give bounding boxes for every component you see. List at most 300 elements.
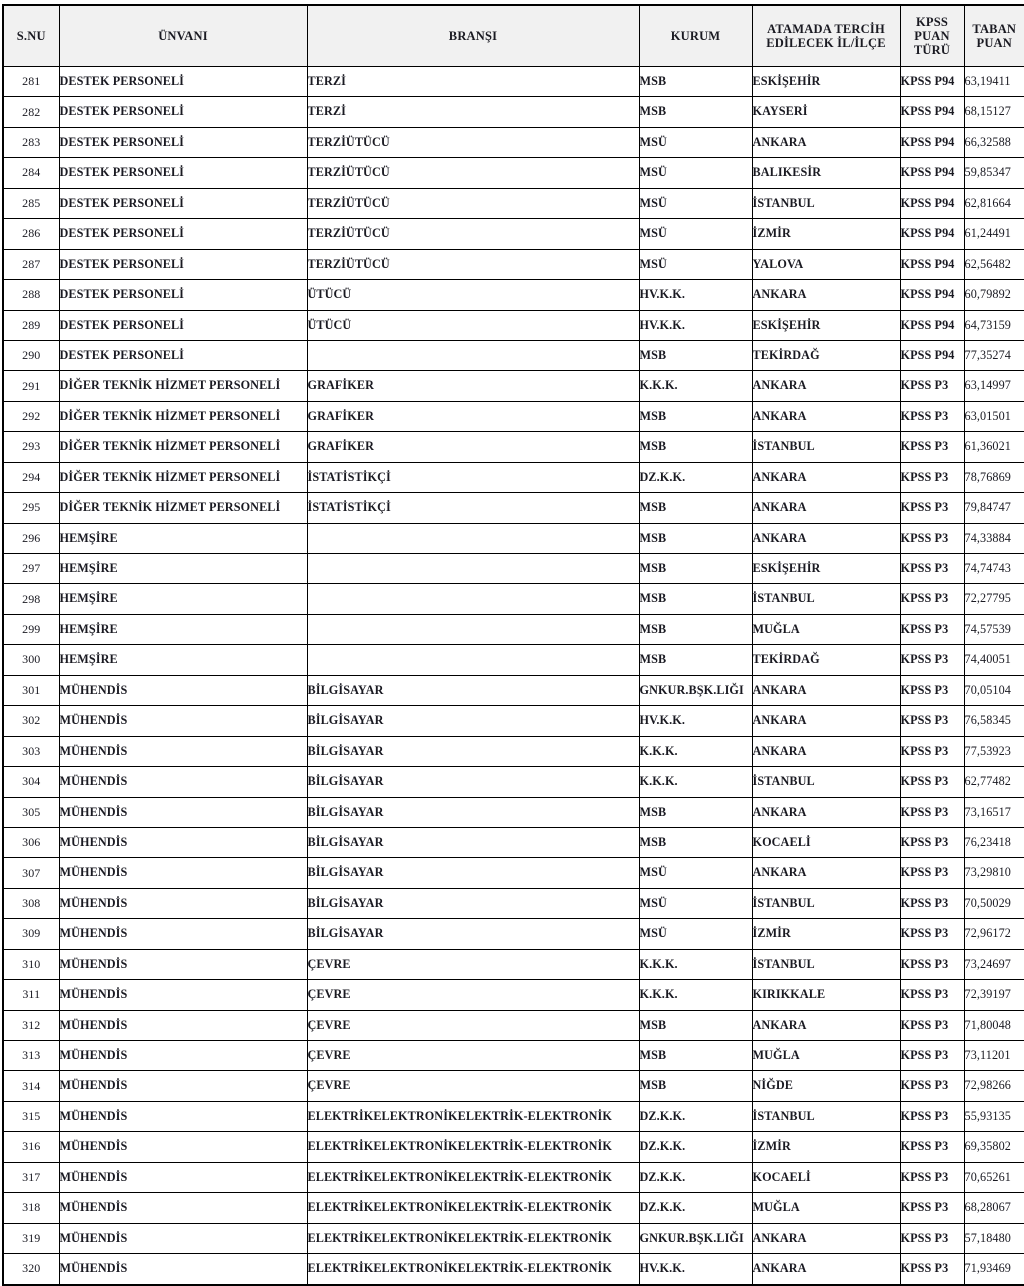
- table-row: [3, 1010, 1024, 1040]
- cell-il: İSTANBUL: [752, 767, 900, 797]
- cell-sn: 294: [3, 462, 59, 492]
- cell-il: İSTANBUL: [752, 432, 900, 462]
- cell-sn: 309: [3, 919, 59, 949]
- cell-kpss: KPSS P94: [900, 188, 964, 218]
- cell-unvani: MÜHENDİS: [59, 1162, 307, 1192]
- table-row: [3, 280, 1024, 310]
- cell-bransi: ÇEVRE: [307, 980, 639, 1010]
- cell-sn: 307: [3, 858, 59, 888]
- cell-puan: 76,58345: [964, 706, 1024, 736]
- cell-il: ESKİŞEHİR: [752, 554, 900, 584]
- cell-puan: 72,39197: [964, 980, 1024, 1010]
- cell-bransi: [307, 584, 639, 614]
- cell-sn: 290: [3, 340, 59, 370]
- cell-il: ANKARA: [752, 401, 900, 431]
- cell-sn: 287: [3, 249, 59, 279]
- cell-kurum: HV.K.K.: [639, 706, 752, 736]
- cell-kurum: MSB: [639, 554, 752, 584]
- cell-il: BALIKESİR: [752, 158, 900, 188]
- cell-sn: 281: [3, 67, 59, 97]
- cell-il: ANKARA: [752, 493, 900, 523]
- cell-kpss: KPSS P3: [900, 554, 964, 584]
- cell-il: ANKARA: [752, 1223, 900, 1253]
- cell-unvani: DESTEK PERSONELİ: [59, 97, 307, 127]
- cell-bransi: TERZİ: [307, 97, 639, 127]
- cell-sn: 299: [3, 614, 59, 644]
- cell-puan: 74,74743: [964, 554, 1024, 584]
- table-row: [3, 340, 1024, 370]
- cell-bransi: [307, 523, 639, 553]
- cell-unvani: HEMŞİRE: [59, 645, 307, 675]
- cell-sn: 317: [3, 1162, 59, 1192]
- cell-unvani: DİĞER TEKNİK HİZMET PERSONELİ: [59, 371, 307, 401]
- cell-sn: 285: [3, 188, 59, 218]
- cell-unvani: MÜHENDİS: [59, 888, 307, 918]
- cell-sn: 293: [3, 432, 59, 462]
- cell-sn: 288: [3, 280, 59, 310]
- cell-il: KOCAELİ: [752, 1162, 900, 1192]
- table-row: [3, 249, 1024, 279]
- cell-kurum: MSÜ: [639, 219, 752, 249]
- cell-sn: 291: [3, 371, 59, 401]
- cell-kurum: MSÜ: [639, 888, 752, 918]
- table-row: [3, 797, 1024, 827]
- cell-kpss: KPSS P94: [900, 127, 964, 157]
- cell-unvani: DİĞER TEKNİK HİZMET PERSONELİ: [59, 432, 307, 462]
- cell-unvani: MÜHENDİS: [59, 706, 307, 736]
- cell-bransi: BİLGİSAYAR: [307, 797, 639, 827]
- cell-bransi: BİLGİSAYAR: [307, 888, 639, 918]
- table-row: [3, 127, 1024, 157]
- cell-puan: 72,27795: [964, 584, 1024, 614]
- cell-bransi: TERZİÜTÜCÜ: [307, 127, 639, 157]
- cell-kurum: K.K.K.: [639, 736, 752, 766]
- cell-puan: 70,05104: [964, 675, 1024, 705]
- column-header-bransi: BRANŞI: [307, 5, 639, 67]
- cell-kurum: DZ.K.K.: [639, 1162, 752, 1192]
- cell-kurum: K.K.K.: [639, 949, 752, 979]
- cell-il: ANKARA: [752, 675, 900, 705]
- cell-il: ANKARA: [752, 736, 900, 766]
- cell-bransi: TERZİÜTÜCÜ: [307, 249, 639, 279]
- cell-unvani: DESTEK PERSONELİ: [59, 310, 307, 340]
- cell-il: ANKARA: [752, 706, 900, 736]
- cell-unvani: MÜHENDİS: [59, 736, 307, 766]
- cell-sn: 320: [3, 1254, 59, 1285]
- cell-kurum: MSÜ: [639, 127, 752, 157]
- cell-puan: 68,28067: [964, 1193, 1024, 1223]
- cell-bransi: ELEKTRİKELEKTRONİKELEKTRİK-ELEKTRONİK: [307, 1101, 639, 1131]
- table-header: [3, 5, 1024, 67]
- cell-kpss: KPSS P3: [900, 919, 964, 949]
- cell-unvani: MÜHENDİS: [59, 797, 307, 827]
- cell-il: KOCAELİ: [752, 827, 900, 857]
- cell-kurum: HV.K.K.: [639, 1254, 752, 1285]
- cell-bransi: ELEKTRİKELEKTRONİKELEKTRİK-ELEKTRONİK: [307, 1254, 639, 1285]
- cell-unvani: MÜHENDİS: [59, 827, 307, 857]
- cell-bransi: TERZİÜTÜCÜ: [307, 158, 639, 188]
- cell-kurum: MSB: [639, 614, 752, 644]
- cell-kpss: KPSS P3: [900, 980, 964, 1010]
- cell-il: ANKARA: [752, 1010, 900, 1040]
- cell-puan: 74,40051: [964, 645, 1024, 675]
- cell-kpss: KPSS P94: [900, 158, 964, 188]
- cell-il: İZMİR: [752, 219, 900, 249]
- cell-unvani: MÜHENDİS: [59, 1071, 307, 1101]
- cell-kurum: MSB: [639, 1071, 752, 1101]
- cell-unvani: MÜHENDİS: [59, 980, 307, 1010]
- cell-kurum: MSÜ: [639, 858, 752, 888]
- cell-bransi: ÜTÜCÜ: [307, 310, 639, 340]
- cell-il: İSTANBUL: [752, 584, 900, 614]
- cell-sn: 284: [3, 158, 59, 188]
- cell-puan: 69,35802: [964, 1132, 1024, 1162]
- table-row: [3, 67, 1024, 97]
- cell-il: İSTANBUL: [752, 188, 900, 218]
- cell-kpss: KPSS P3: [900, 827, 964, 857]
- cell-kpss: KPSS P94: [900, 219, 964, 249]
- table-row: [3, 493, 1024, 523]
- table-row: [3, 614, 1024, 644]
- table-row: [3, 462, 1024, 492]
- cell-il: TEKİRDAĞ: [752, 645, 900, 675]
- cell-unvani: MÜHENDİS: [59, 1041, 307, 1071]
- cell-puan: 62,81664: [964, 188, 1024, 218]
- cell-bransi: [307, 614, 639, 644]
- cell-kurum: K.K.K.: [639, 980, 752, 1010]
- cell-puan: 63,01501: [964, 401, 1024, 431]
- cell-kurum: MSB: [639, 827, 752, 857]
- cell-puan: 79,84747: [964, 493, 1024, 523]
- cell-unvani: DESTEK PERSONELİ: [59, 188, 307, 218]
- cell-kpss: KPSS P3: [900, 493, 964, 523]
- cell-puan: 63,14997: [964, 371, 1024, 401]
- cell-bransi: İSTATİSTİKÇİ: [307, 493, 639, 523]
- table-row: [3, 1254, 1024, 1285]
- table-row: [3, 736, 1024, 766]
- cell-puan: 61,36021: [964, 432, 1024, 462]
- table-row: [3, 706, 1024, 736]
- cell-il: İZMİR: [752, 1132, 900, 1162]
- cell-unvani: DESTEK PERSONELİ: [59, 127, 307, 157]
- cell-bransi: ÇEVRE: [307, 1071, 639, 1101]
- cell-il: ANKARA: [752, 462, 900, 492]
- cell-sn: 286: [3, 219, 59, 249]
- cell-sn: 308: [3, 888, 59, 918]
- cell-unvani: MÜHENDİS: [59, 1132, 307, 1162]
- cell-unvani: MÜHENDİS: [59, 1101, 307, 1131]
- cell-kpss: KPSS P3: [900, 523, 964, 553]
- cell-sn: 296: [3, 523, 59, 553]
- table-row: [3, 310, 1024, 340]
- cell-bransi: [307, 340, 639, 370]
- table-row: [3, 675, 1024, 705]
- cell-unvani: DESTEK PERSONELİ: [59, 67, 307, 97]
- table-row: [3, 1223, 1024, 1253]
- cell-sn: 295: [3, 493, 59, 523]
- cell-il: ANKARA: [752, 858, 900, 888]
- cell-il: ANKARA: [752, 127, 900, 157]
- cell-sn: 314: [3, 1071, 59, 1101]
- table-row: [3, 523, 1024, 553]
- cell-unvani: DESTEK PERSONELİ: [59, 340, 307, 370]
- table-row: [3, 949, 1024, 979]
- cell-puan: 74,57539: [964, 614, 1024, 644]
- cell-kpss: KPSS P3: [900, 858, 964, 888]
- cell-bransi: GRAFİKER: [307, 371, 639, 401]
- cell-kpss: KPSS P3: [900, 1162, 964, 1192]
- cell-unvani: HEMŞİRE: [59, 523, 307, 553]
- table-header-row: [3, 5, 1024, 67]
- cell-puan: 57,18480: [964, 1223, 1024, 1253]
- column-header-kurum: KURUM: [639, 5, 752, 67]
- cell-kpss: KPSS P3: [900, 888, 964, 918]
- table-row: [3, 158, 1024, 188]
- cell-kurum: MSB: [639, 584, 752, 614]
- table-row: [3, 432, 1024, 462]
- cell-puan: 60,79892: [964, 280, 1024, 310]
- cell-unvani: DESTEK PERSONELİ: [59, 219, 307, 249]
- cell-kpss: KPSS P3: [900, 1041, 964, 1071]
- cell-kurum: DZ.K.K.: [639, 1193, 752, 1223]
- cell-puan: 77,53923: [964, 736, 1024, 766]
- cell-il: ANKARA: [752, 371, 900, 401]
- cell-kpss: KPSS P3: [900, 462, 964, 492]
- cell-kpss: KPSS P94: [900, 249, 964, 279]
- cell-il: İZMİR: [752, 919, 900, 949]
- cell-unvani: MÜHENDİS: [59, 1223, 307, 1253]
- cell-bransi: ÇEVRE: [307, 949, 639, 979]
- cell-puan: 61,24491: [964, 219, 1024, 249]
- cell-sn: 289: [3, 310, 59, 340]
- cell-il: MUĞLA: [752, 1041, 900, 1071]
- cell-il: KIRIKKALE: [752, 980, 900, 1010]
- cell-kpss: KPSS P3: [900, 645, 964, 675]
- cell-unvani: DESTEK PERSONELİ: [59, 249, 307, 279]
- cell-bransi: TERZİ: [307, 67, 639, 97]
- cell-sn: 316: [3, 1132, 59, 1162]
- cell-sn: 315: [3, 1101, 59, 1131]
- cell-unvani: MÜHENDİS: [59, 1193, 307, 1223]
- cell-sn: 292: [3, 401, 59, 431]
- cell-kurum: GNKUR.BŞK.LIĞI: [639, 1223, 752, 1253]
- cell-puan: 72,96172: [964, 919, 1024, 949]
- cell-il: ANKARA: [752, 280, 900, 310]
- cell-il: KAYSERİ: [752, 97, 900, 127]
- cell-kurum: MSB: [639, 340, 752, 370]
- cell-il: YALOVA: [752, 249, 900, 279]
- cell-puan: 78,76869: [964, 462, 1024, 492]
- cell-kpss: KPSS P94: [900, 97, 964, 127]
- cell-kurum: HV.K.K.: [639, 310, 752, 340]
- cell-bransi: GRAFİKER: [307, 432, 639, 462]
- table-row: [3, 1041, 1024, 1071]
- table-row: [3, 1162, 1024, 1192]
- cell-puan: 55,93135: [964, 1101, 1024, 1131]
- column-header-sn: S.NU: [3, 5, 59, 67]
- cell-unvani: HEMŞİRE: [59, 584, 307, 614]
- cell-il: ESKİŞEHİR: [752, 67, 900, 97]
- cell-kurum: DZ.K.K.: [639, 462, 752, 492]
- cell-puan: 74,33884: [964, 523, 1024, 553]
- table-row: [3, 584, 1024, 614]
- cell-kurum: MSB: [639, 401, 752, 431]
- cell-bransi: [307, 645, 639, 675]
- cell-puan: 76,23418: [964, 827, 1024, 857]
- cell-il: İSTANBUL: [752, 949, 900, 979]
- cell-bransi: İSTATİSTİKÇİ: [307, 462, 639, 492]
- cell-sn: 313: [3, 1041, 59, 1071]
- cell-bransi: ELEKTRİKELEKTRONİKELEKTRİK-ELEKTRONİK: [307, 1162, 639, 1192]
- cell-kurum: MSB: [639, 645, 752, 675]
- cell-unvani: DİĞER TEKNİK HİZMET PERSONELİ: [59, 401, 307, 431]
- cell-puan: 77,35274: [964, 340, 1024, 370]
- cell-il: ANKARA: [752, 523, 900, 553]
- cell-sn: 301: [3, 675, 59, 705]
- cell-puan: 73,11201: [964, 1041, 1024, 1071]
- cell-sn: 306: [3, 827, 59, 857]
- cell-il: ESKİŞEHİR: [752, 310, 900, 340]
- cell-kurum: DZ.K.K.: [639, 1101, 752, 1131]
- cell-sn: 302: [3, 706, 59, 736]
- table-row: [3, 219, 1024, 249]
- table-row: [3, 767, 1024, 797]
- cell-sn: 283: [3, 127, 59, 157]
- cell-unvani: MÜHENDİS: [59, 949, 307, 979]
- cell-il: ANKARA: [752, 797, 900, 827]
- cell-sn: 311: [3, 980, 59, 1010]
- cell-kpss: KPSS P3: [900, 949, 964, 979]
- cell-kpss: KPSS P94: [900, 340, 964, 370]
- cell-puan: 64,73159: [964, 310, 1024, 340]
- cell-kurum: MSB: [639, 97, 752, 127]
- cell-unvani: DİĞER TEKNİK HİZMET PERSONELİ: [59, 462, 307, 492]
- cell-kurum: MSB: [639, 432, 752, 462]
- cell-sn: 297: [3, 554, 59, 584]
- cell-kpss: KPSS P3: [900, 706, 964, 736]
- cell-kpss: KPSS P3: [900, 1223, 964, 1253]
- cell-kpss: KPSS P3: [900, 767, 964, 797]
- cell-kpss: KPSS P3: [900, 675, 964, 705]
- cell-puan: 59,85347: [964, 158, 1024, 188]
- cell-bransi: BİLGİSAYAR: [307, 767, 639, 797]
- cell-puan: 72,98266: [964, 1071, 1024, 1101]
- cell-kurum: MSB: [639, 1010, 752, 1040]
- cell-puan: 73,29810: [964, 858, 1024, 888]
- cell-il: MUĞLA: [752, 1193, 900, 1223]
- table-body: [3, 67, 1024, 1285]
- cell-sn: 303: [3, 736, 59, 766]
- cell-unvani: DESTEK PERSONELİ: [59, 280, 307, 310]
- cell-bransi: GRAFİKER: [307, 401, 639, 431]
- table-row: [3, 1132, 1024, 1162]
- cell-bransi: BİLGİSAYAR: [307, 675, 639, 705]
- cell-il: ANKARA: [752, 1254, 900, 1285]
- cell-puan: 62,77482: [964, 767, 1024, 797]
- cell-sn: 300: [3, 645, 59, 675]
- cell-kpss: KPSS P3: [900, 1071, 964, 1101]
- cell-bransi: BİLGİSAYAR: [307, 827, 639, 857]
- cell-puan: 70,50029: [964, 888, 1024, 918]
- cell-kpss: KPSS P3: [900, 797, 964, 827]
- cell-bransi: ÇEVRE: [307, 1041, 639, 1071]
- cell-sn: 282: [3, 97, 59, 127]
- cell-kpss: KPSS P3: [900, 1101, 964, 1131]
- column-header-il: ATAMADA TERCİH EDİLECEK İL/İLÇE: [752, 5, 900, 67]
- cell-kurum: MSB: [639, 1041, 752, 1071]
- cell-kpss: KPSS P3: [900, 1010, 964, 1040]
- column-header-puan: TABAN PUAN: [964, 5, 1024, 67]
- cell-il: NİĞDE: [752, 1071, 900, 1101]
- cell-kurum: MSB: [639, 493, 752, 523]
- cell-kpss: KPSS P94: [900, 67, 964, 97]
- cell-kurum: MSB: [639, 523, 752, 553]
- cell-unvani: HEMŞİRE: [59, 554, 307, 584]
- cell-kpss: KPSS P3: [900, 1193, 964, 1223]
- cell-sn: 305: [3, 797, 59, 827]
- cell-il: TEKİRDAĞ: [752, 340, 900, 370]
- cell-kpss: KPSS P3: [900, 736, 964, 766]
- cell-bransi: ELEKTRİKELEKTRONİKELEKTRİK-ELEKTRONİK: [307, 1223, 639, 1253]
- cell-puan: 71,93469: [964, 1254, 1024, 1285]
- cell-bransi: ELEKTRİKELEKTRONİKELEKTRİK-ELEKTRONİK: [307, 1132, 639, 1162]
- cell-bransi: TERZİÜTÜCÜ: [307, 188, 639, 218]
- cell-kurum: GNKUR.BŞK.LIĞI: [639, 675, 752, 705]
- table-row: [3, 1193, 1024, 1223]
- cell-bransi: BİLGİSAYAR: [307, 706, 639, 736]
- cell-puan: 63,19411: [964, 67, 1024, 97]
- cell-unvani: DESTEK PERSONELİ: [59, 158, 307, 188]
- table-row: [3, 858, 1024, 888]
- cell-puan: 73,16517: [964, 797, 1024, 827]
- cell-bransi: TERZİÜTÜCÜ: [307, 219, 639, 249]
- table-row: [3, 888, 1024, 918]
- cell-kurum: HV.K.K.: [639, 280, 752, 310]
- cell-kpss: KPSS P3: [900, 614, 964, 644]
- cell-kpss: KPSS P94: [900, 280, 964, 310]
- table-row: [3, 554, 1024, 584]
- cell-sn: 318: [3, 1193, 59, 1223]
- cell-kurum: MSÜ: [639, 188, 752, 218]
- cell-kurum: MSÜ: [639, 158, 752, 188]
- table-row: [3, 188, 1024, 218]
- cell-bransi: [307, 554, 639, 584]
- cell-unvani: MÜHENDİS: [59, 1010, 307, 1040]
- cell-kpss: KPSS P3: [900, 432, 964, 462]
- cell-kpss: KPSS P3: [900, 1254, 964, 1285]
- cell-unvani: MÜHENDİS: [59, 1254, 307, 1285]
- cell-sn: 312: [3, 1010, 59, 1040]
- cell-kurum: MSÜ: [639, 919, 752, 949]
- cell-puan: 71,80048: [964, 1010, 1024, 1040]
- cell-puan: 66,32588: [964, 127, 1024, 157]
- cell-bransi: BİLGİSAYAR: [307, 919, 639, 949]
- cell-bransi: ÇEVRE: [307, 1010, 639, 1040]
- cell-kurum: MSB: [639, 797, 752, 827]
- cell-il: İSTANBUL: [752, 888, 900, 918]
- cell-il: İSTANBUL: [752, 1101, 900, 1131]
- cell-il: MUĞLA: [752, 614, 900, 644]
- appointment-listing-table: [2, 4, 1024, 1286]
- cell-unvani: DİĞER TEKNİK HİZMET PERSONELİ: [59, 493, 307, 523]
- cell-bransi: BİLGİSAYAR: [307, 858, 639, 888]
- cell-kpss: KPSS P3: [900, 371, 964, 401]
- table-row: [3, 645, 1024, 675]
- cell-unvani: MÜHENDİS: [59, 919, 307, 949]
- cell-sn: 310: [3, 949, 59, 979]
- table-row: [3, 827, 1024, 857]
- table-row: [3, 919, 1024, 949]
